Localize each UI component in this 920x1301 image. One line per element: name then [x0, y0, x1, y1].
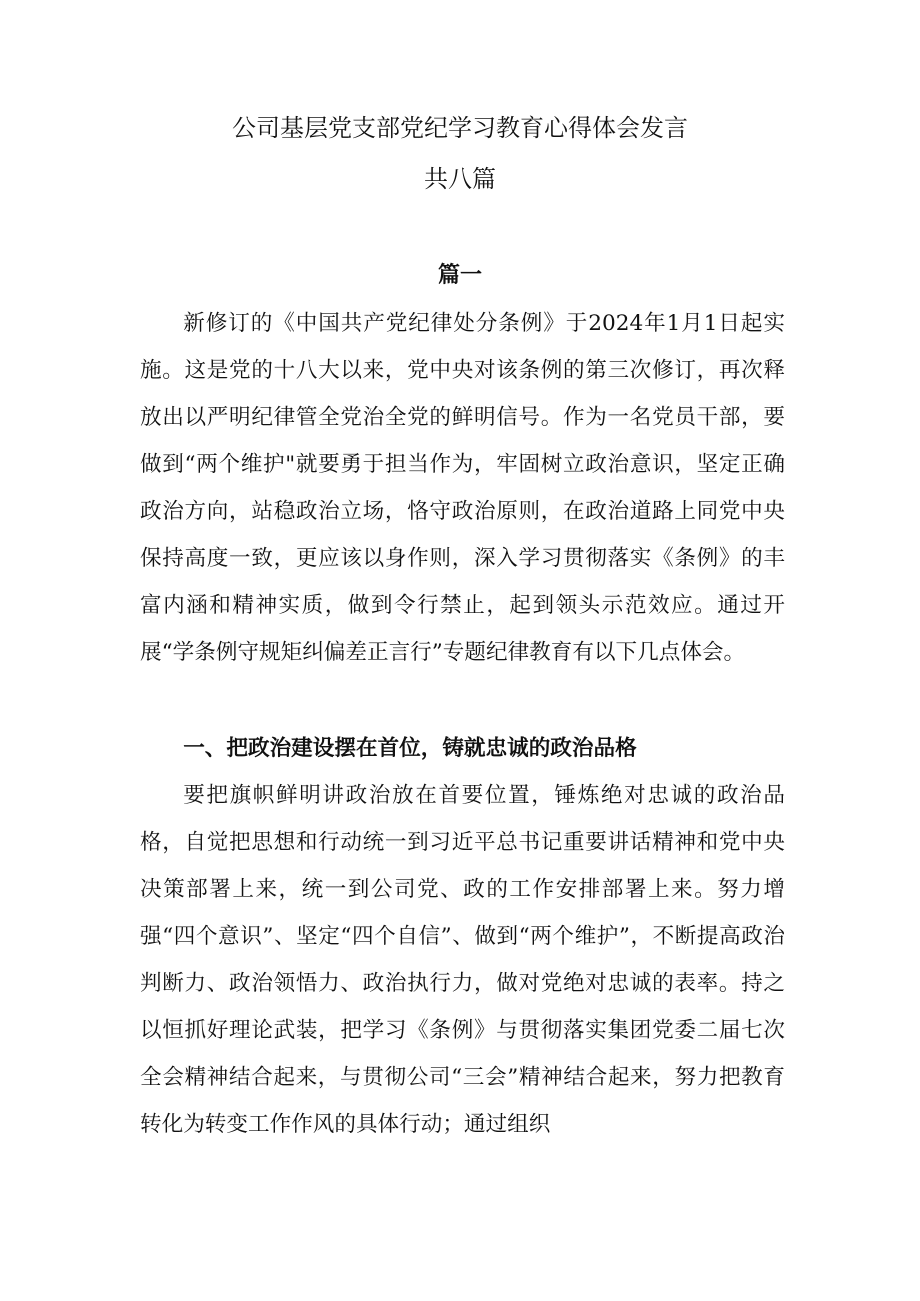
document-subtitle: 共八篇 [424, 165, 496, 193]
document-title: 公司基层党支部党纪学习教育心得体会发言 [232, 114, 688, 142]
paragraph-point-one: 要把旗帜鲜明讲政治放在首要位置，锤炼绝对忠诚的政治品格，自觉把思想和行动统一到习近平总书记重要讲话精神和党中央决策部署上来，统一到公司党、政的工作安排部署上来。努力增强“四个意识”、坚定“四个自信”、做到“两个维护”，不断提高政治判断力、政治领悟力、政治执行力，做对党绝对忠诚的表率。持之以恒抓好理论武装，把学习《条例》与贯彻落实集团党委二届七次全会精神结合起来，与贯彻公司“三会”精神结合起来，努力把教育转化为转变工作作风的具体行动；通过组织 [140, 783, 785, 1137]
section-label: 篇一 [437, 263, 482, 288]
paragraph-intro: 新修订的《中国共产党纪律处分条例》于2024年1月1日起实施。这是党的十八大以来，党中央对该条例的第三次修订，再次释放出以严明纪律管全党治全党的鲜明信号。作为一名党员干部，要做到“两个维护"就要勇于担当作为，牢固树立政治意识，坚定正确政治方向，站稳政治立场，恪守政治原则，在政治道路上同党中央保持高度一致，更应该以身作则，深入学习贯彻落实《条例》的丰富内涵和精神实质，做到令行禁止，起到领头示范效应。通过开展“学条例守规矩纠偏差正言行”专题纪律教育有以下几点体会。 [140, 311, 785, 665]
heading-point-one: 一、把政治建设摆在首位，铸就忠诚的政治品格 [183, 736, 637, 761]
